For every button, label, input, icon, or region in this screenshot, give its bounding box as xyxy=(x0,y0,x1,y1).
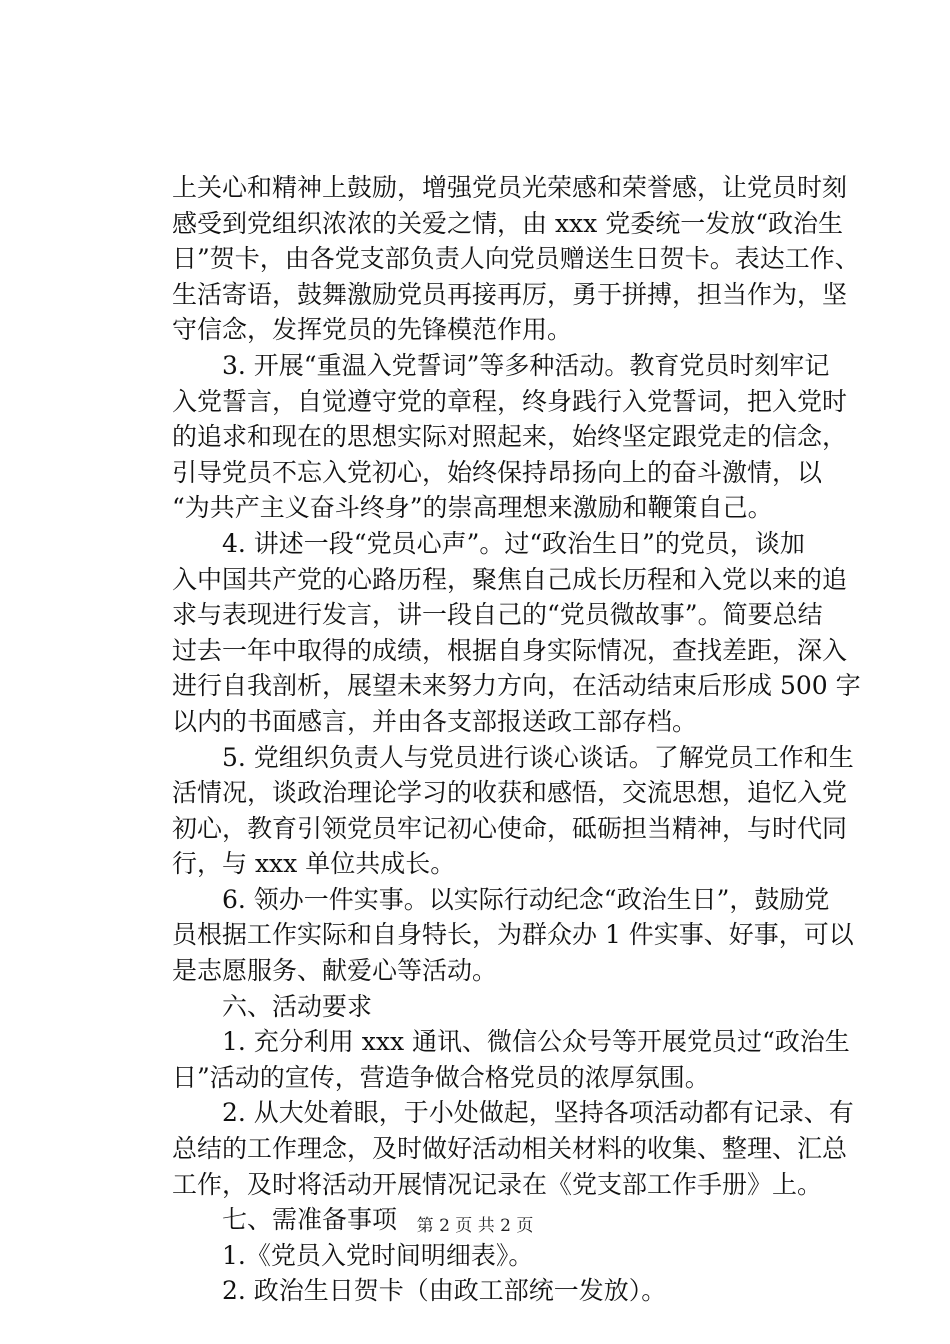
text-line: 日”活动的宣传，营造争做合格党员的浓厚氛围。 xyxy=(172,1062,710,1092)
text-line: “为共产主义奋斗终身”的崇高理想来激励和鞭策自己。 xyxy=(172,493,773,523)
text-line: 初心，教育引领党员牢记初心使命，砥砺担当精神，与时代同 xyxy=(172,813,848,843)
document-body xyxy=(172,170,861,1309)
text-line: 求与表现进行发言，讲一段自己的“党员微故事”。简要总结 xyxy=(172,600,823,630)
text-line: 3. 开展“重温入党誓词”等多种活动。教育党员时刻牢记 xyxy=(222,350,830,380)
text-line: 4. 讲述一段“党员心声”。过“政治生日”的党员，谈加 xyxy=(222,528,805,558)
text-line: 是志愿服务、献爱心等活动。 xyxy=(172,956,498,986)
page-footer: 第 2 页 共 2 页 xyxy=(416,1216,534,1236)
text-line: 1. 充分利用 xxx 通讯、微信公众号等开展党员过“政治生 xyxy=(222,1027,850,1057)
text-line: 总结的工作理念，及时做好活动相关材料的收集、整理、汇总 xyxy=(172,1134,848,1164)
text-line: 以内的书面感言，并由各支部报送政工部存档。 xyxy=(172,706,698,736)
text-line: 工作，及时将活动开展情况记录在《党支部工作手册》上。 xyxy=(172,1169,823,1199)
text-line: 六、活动要求 xyxy=(222,991,373,1021)
text-line: 6. 领办一件实事。以实际行动纪念“政治生日”，鼓励党 xyxy=(222,884,830,914)
text-line: 2. 从大处着眼，于小处做起，坚持各项活动都有记录、有 xyxy=(222,1098,854,1128)
text-line: 生活寄语，鼓舞激励党员再接再厉，勇于拼搏，担当作为，坚 xyxy=(172,279,848,309)
text-line: 2. 政治生日贺卡（由政工部统一发放）。 xyxy=(222,1276,667,1306)
text-line: 进行自我剖析，展望未来努力方向，在活动结束后形成 500 字 xyxy=(172,671,861,701)
text-line: 入党誓言，自觉遵守党的章程，终身践行入党誓词，把入党时 xyxy=(172,386,848,416)
text-line: 引导党员不忘入党初心，始终保持昂扬向上的奋斗激情，以 xyxy=(172,457,823,487)
text-line: 感受到党组织浓浓的关爱之情，由 xxx 党委统一发放“政治生 xyxy=(172,208,843,238)
text-line: 员根据工作实际和自身特长，为群众办 1 件实事、好事，可以 xyxy=(172,920,854,950)
text-line: 过去一年中取得的成绩，根据自身实际情况，查找差距，深入 xyxy=(172,635,848,665)
text-line: 七、需准备事项 xyxy=(222,1205,398,1235)
text-line: 日”贺卡，由各党支部负责人向党员赠送生日贺卡。表达工作、 xyxy=(172,244,860,274)
text-line: 守信念，发挥党员的先锋模范作用。 xyxy=(172,315,573,345)
text-line: 5. 党组织负责人与党员进行谈心谈话。了解党员工作和生 xyxy=(222,742,854,772)
text-line: 活情况，谈政治理论学习的收获和感悟，交流思想，追忆入党 xyxy=(172,778,848,808)
text-line: 1.《党员入党时间明细表》。 xyxy=(222,1240,534,1270)
text-line: 上关心和精神上鼓励，增强党员光荣感和荣誉感，让党员时刻 xyxy=(172,173,848,202)
text-line: 行，与 xxx 单位共成长。 xyxy=(172,849,456,879)
text-line: 的追求和现在的思想实际对照起来，始终坚定跟党走的信念， xyxy=(172,422,848,452)
text-line: 入中国共产党的心路历程，聚焦自己成长历程和入党以来的追 xyxy=(172,564,848,594)
